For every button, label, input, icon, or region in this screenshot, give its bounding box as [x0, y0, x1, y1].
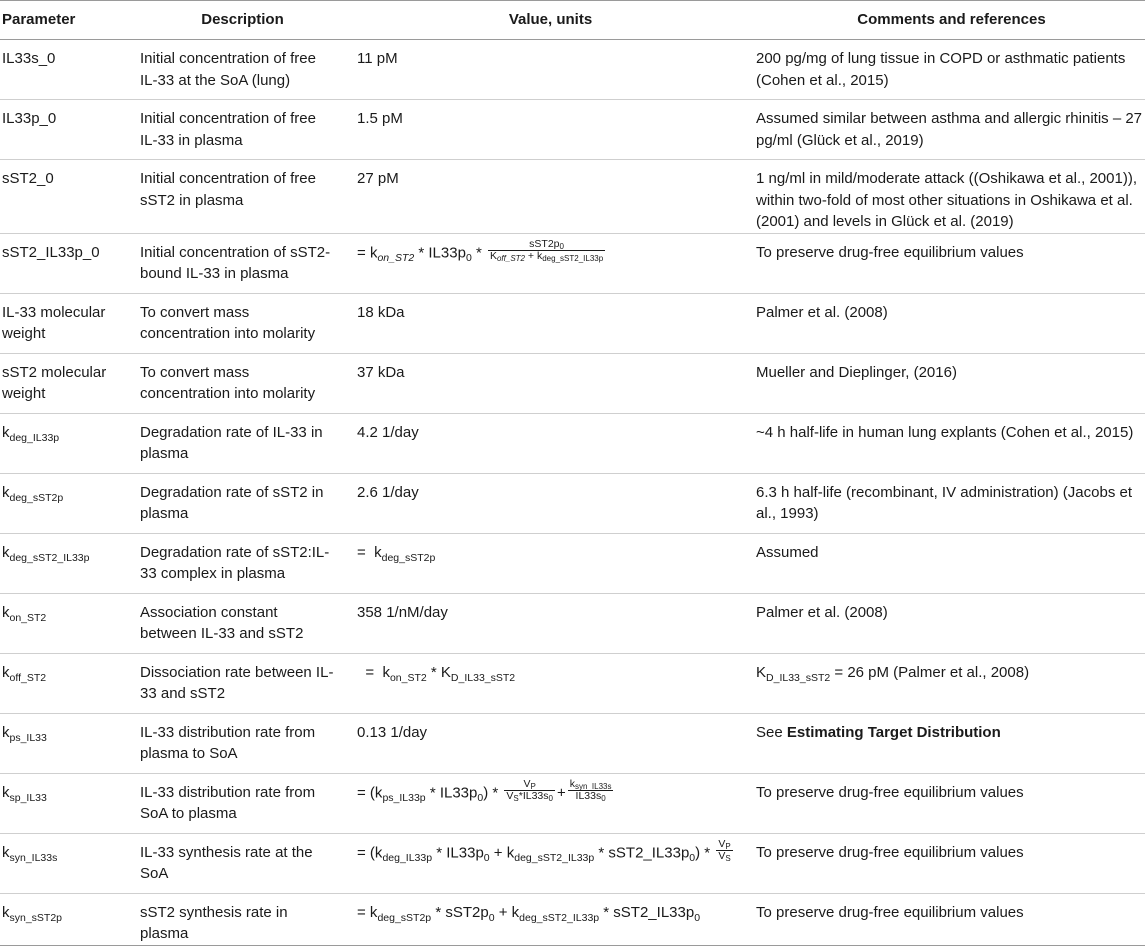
denominator-subscript: S — [725, 853, 731, 863]
parameter-cell — [0, 833, 140, 893]
value-cell: 27 pM — [343, 160, 756, 234]
parameter-cell — [0, 653, 140, 713]
comments-cell: Assumed similar between asthma and allergic rhinitis – 27 pg/ml (Glück et al., 2019) — [756, 100, 1145, 160]
description-cell: Association constant between IL-33 and sST2 — [140, 593, 343, 653]
description-cell: Degradation rate of sST2 in plasma — [140, 473, 343, 533]
table-row — [0, 413, 1145, 473]
table-row — [0, 593, 1145, 653]
denominator-k2-subscript: deg_sST2_IL33p — [542, 253, 604, 263]
value-a-mul: * sST2p — [431, 903, 489, 921]
value-k-subscript: on_ST2 — [377, 251, 415, 264]
value-fraction-2 — [568, 779, 614, 802]
numerator-subscript: syn_IL33s — [575, 781, 612, 791]
comments-K: K — [756, 663, 767, 681]
value-k-subscript: deg_sST2p — [381, 551, 436, 564]
table-row — [0, 653, 1145, 713]
value-k: k — [369, 243, 378, 261]
comments-cell: 6.3 h half-life (recombinant, IV administration) (Jacobs et al., 1993) — [756, 473, 1145, 533]
parameter-subscript: ps_IL33 — [9, 731, 47, 744]
value-b-mul: * sST2_IL33p — [594, 843, 690, 861]
comments-cell: Palmer et al. (2008) — [756, 293, 1145, 353]
numerator-subscript: P — [530, 781, 536, 791]
fraction-numerator — [488, 239, 605, 251]
value-a-subscript: deg_IL33p — [382, 851, 433, 864]
comments-cell — [756, 653, 1145, 713]
value-cell: 11 pM — [343, 40, 756, 100]
table-row — [0, 160, 1145, 234]
value-fraction — [716, 839, 732, 862]
parameter-subscript: deg_sST2p — [9, 491, 64, 504]
header-comments: Comments and references — [756, 1, 1145, 40]
comments-cell — [756, 713, 1145, 773]
value-a-p-subscript: 0 — [488, 911, 495, 924]
value-b-subscript: deg_sST2_IL33p — [519, 911, 600, 924]
value-open: = k — [357, 903, 378, 921]
header-value: Value, units — [343, 1, 756, 40]
parameter-k: k — [2, 903, 10, 921]
numerator-text: sST2p — [529, 237, 560, 250]
comments-K-subscript: D_IL33_sST2 — [766, 671, 831, 684]
value-fraction — [488, 239, 605, 262]
parameter-subscript: syn_sST2p — [9, 911, 63, 924]
value-k-subscript: on_ST2 — [389, 671, 427, 684]
numerator-text: V — [523, 777, 531, 790]
parameter-subscript: deg_IL33p — [9, 431, 60, 444]
denominator-plus-k: + k — [527, 249, 543, 262]
value-b-subscript: deg_sST2_IL33p — [514, 851, 595, 864]
value-b-mul: * sST2_IL33p — [599, 903, 695, 921]
description-cell: IL-33 distribution rate from plasma to SoA — [140, 713, 343, 773]
numerator-text: V — [718, 837, 726, 850]
parameter-cell: IL33s_0 — [0, 40, 140, 100]
table-row — [0, 473, 1145, 533]
parameter-cell: sST2_0 — [0, 160, 140, 234]
numerator-subscript: 0 — [559, 241, 564, 251]
denominator-subscript: S — [513, 793, 519, 803]
value-cell: 37 kDa — [343, 353, 756, 413]
value-mul: * K — [426, 663, 451, 681]
fraction-denominator — [504, 791, 555, 802]
numerator-subscript: P — [725, 841, 731, 851]
value-fraction-1 — [504, 779, 555, 802]
value-plus: + — [556, 783, 566, 801]
description-cell: Degradation rate of sST2:IL-33 complex in plasma — [140, 533, 343, 593]
comments-prefix: See — [756, 723, 787, 741]
value-open: = (k — [357, 843, 383, 861]
value-cell — [343, 833, 756, 893]
value-k: k — [374, 543, 382, 561]
value-cell: 4.2 1/day — [343, 413, 756, 473]
value-p-subscript: 0 — [477, 791, 484, 804]
value-equals: = — [357, 243, 366, 261]
description-cell: To convert mass concentration into molarity — [140, 293, 343, 353]
parameter-k: k — [2, 663, 10, 681]
value-a-subscript: deg_sST2p — [377, 911, 432, 924]
denominator-rest-subscript: 0 — [548, 793, 553, 803]
value-cell — [343, 533, 756, 593]
parameter-k: k — [2, 843, 10, 861]
parameter-cell — [0, 773, 140, 833]
section-reference-link[interactable]: Estimating Target Distribution — [786, 723, 1001, 741]
denominator-k-subscript: off_ST2 — [496, 253, 525, 263]
header-row — [0, 1, 1145, 40]
table-row — [0, 293, 1145, 353]
fraction-numerator — [568, 779, 614, 791]
description-cell: Dissociation rate between IL-33 and sST2 — [140, 653, 343, 713]
value-cell: 358 1/nM/day — [343, 593, 756, 653]
fraction-denominator — [568, 791, 614, 802]
table-row — [0, 100, 1145, 160]
value-p-subscript: 0 — [465, 251, 472, 264]
header-description: Description — [140, 1, 343, 40]
denominator-text: V — [718, 849, 726, 862]
table-row — [0, 40, 1145, 100]
denominator-text: IL33s — [575, 789, 602, 802]
value-mul1: * IL33p — [414, 243, 466, 261]
denominator-rest: *IL33s — [518, 789, 549, 802]
parameter-cell — [0, 593, 140, 653]
value-equals: = — [365, 663, 375, 681]
comments-cell: ~4 h half-life in human lung explants (Cohen et al., 2015) — [756, 413, 1145, 473]
parameter-k: k — [2, 423, 10, 441]
comments-cell: Mueller and Dieplinger, (2016) — [756, 353, 1145, 413]
parameter-cell — [0, 473, 140, 533]
parameter-cell — [0, 893, 140, 945]
description-cell: Initial concentration of free IL-33 in plasma — [140, 100, 343, 160]
value-mul: * IL33p — [425, 783, 478, 801]
value-b-p-subscript: 0 — [694, 911, 701, 924]
comments-cell: To preserve drug-free equilibrium values — [756, 833, 1145, 893]
parameter-cell — [0, 413, 140, 473]
parameter-cell: IL33p_0 — [0, 100, 140, 160]
table-row — [0, 833, 1145, 893]
parameter-cell: sST2_IL33p_0 — [0, 233, 140, 293]
description-cell: IL-33 synthesis rate at the SoA — [140, 833, 343, 893]
comments-cell: To preserve drug-free equilibrium values — [756, 233, 1145, 293]
description-cell: Degradation rate of IL-33 in plasma — [140, 413, 343, 473]
denominator-text: V — [506, 789, 514, 802]
value-cell: 2.6 1/day — [343, 473, 756, 533]
value-cell: 18 kDa — [343, 293, 756, 353]
comments-cell: Palmer et al. (2008) — [756, 593, 1145, 653]
value-cell: 1.5 pM — [343, 100, 756, 160]
parameter-subscript: syn_IL33s — [9, 851, 58, 864]
value-plus: + k — [494, 903, 520, 921]
value-cell: 0.13 1/day — [343, 713, 756, 773]
denominator-k: K — [489, 249, 497, 262]
value-open: = (k — [357, 783, 383, 801]
value-close: ) * — [695, 843, 715, 861]
numerator-text: k — [569, 777, 575, 790]
parameter-cell — [0, 533, 140, 593]
parameter-cell: sST2 molecular weight — [0, 353, 140, 413]
comments-rest: = 26 pM (Palmer et al., 2008) — [830, 663, 1030, 681]
fraction-denominator — [716, 851, 732, 862]
comments-cell: 200 pg/mg of lung tissue in COPD or asthmatic patients (Cohen et al., 2015) — [756, 40, 1145, 100]
value-equals: = — [357, 543, 366, 561]
comments-cell: To preserve drug-free equilibrium values — [756, 773, 1145, 833]
parameter-k: k — [2, 603, 10, 621]
parameter-cell: IL-33 molecular weight — [0, 293, 140, 353]
comments-cell: Assumed — [756, 533, 1145, 593]
description-cell: To convert mass concentration into molarity — [140, 353, 343, 413]
value-close: ) * — [483, 783, 503, 801]
value-a-mul: * IL33p — [432, 843, 484, 861]
parameter-k: k — [2, 783, 10, 801]
parameter-subscript: off_ST2 — [9, 671, 47, 684]
table-row — [0, 773, 1145, 833]
description-cell: sST2 synthesis rate in plasma — [140, 893, 343, 945]
parameter-k: k — [2, 483, 10, 501]
table-row — [0, 533, 1145, 593]
table-row — [0, 713, 1145, 773]
parameter-cell — [0, 713, 140, 773]
value-K-subscript: D_IL33_sST2 — [450, 671, 516, 684]
value-cell — [343, 773, 756, 833]
value-k-subscript: ps_IL33p — [382, 791, 426, 804]
value-b-p-subscript: 0 — [689, 851, 696, 864]
header-parameter: Parameter — [0, 1, 140, 40]
value-cell — [343, 653, 756, 713]
parameter-k: k — [2, 543, 10, 561]
table-row — [0, 353, 1145, 413]
value-cell — [343, 893, 756, 945]
comments-cell: To preserve drug-free equilibrium values — [756, 893, 1145, 945]
description-cell: Initial concentration of free sST2 in plasma — [140, 160, 343, 234]
description-cell: IL-33 distribution rate from SoA to plasma — [140, 773, 343, 833]
parameter-subscript: deg_sST2_IL33p — [9, 551, 90, 564]
parameter-subscript: sp_IL33 — [9, 791, 47, 804]
comments-cell: 1 ng/ml in mild/moderate attack ((Oshikawa et al., 2001)), within two-fold of most other situations in Oshikawa et al. (2001) and levels in Glück et al. (2019) — [756, 160, 1145, 234]
value-mul2: * — [471, 243, 486, 261]
table-row — [0, 233, 1145, 293]
denominator-subscript: 0 — [601, 793, 606, 803]
value-a-p-subscript: 0 — [483, 851, 490, 864]
fraction-denominator — [488, 251, 605, 262]
value-k: k — [382, 663, 390, 681]
value-plus: + k — [489, 843, 515, 861]
description-cell: Initial concentration of sST2-bound IL-33 in plasma — [140, 233, 343, 293]
value-cell — [343, 233, 756, 293]
parameter-subscript: on_ST2 — [9, 611, 47, 624]
parameter-k: k — [2, 723, 10, 741]
description-cell: Initial concentration of free IL-33 at the SoA (lung) — [140, 40, 343, 100]
table-row — [0, 893, 1145, 945]
